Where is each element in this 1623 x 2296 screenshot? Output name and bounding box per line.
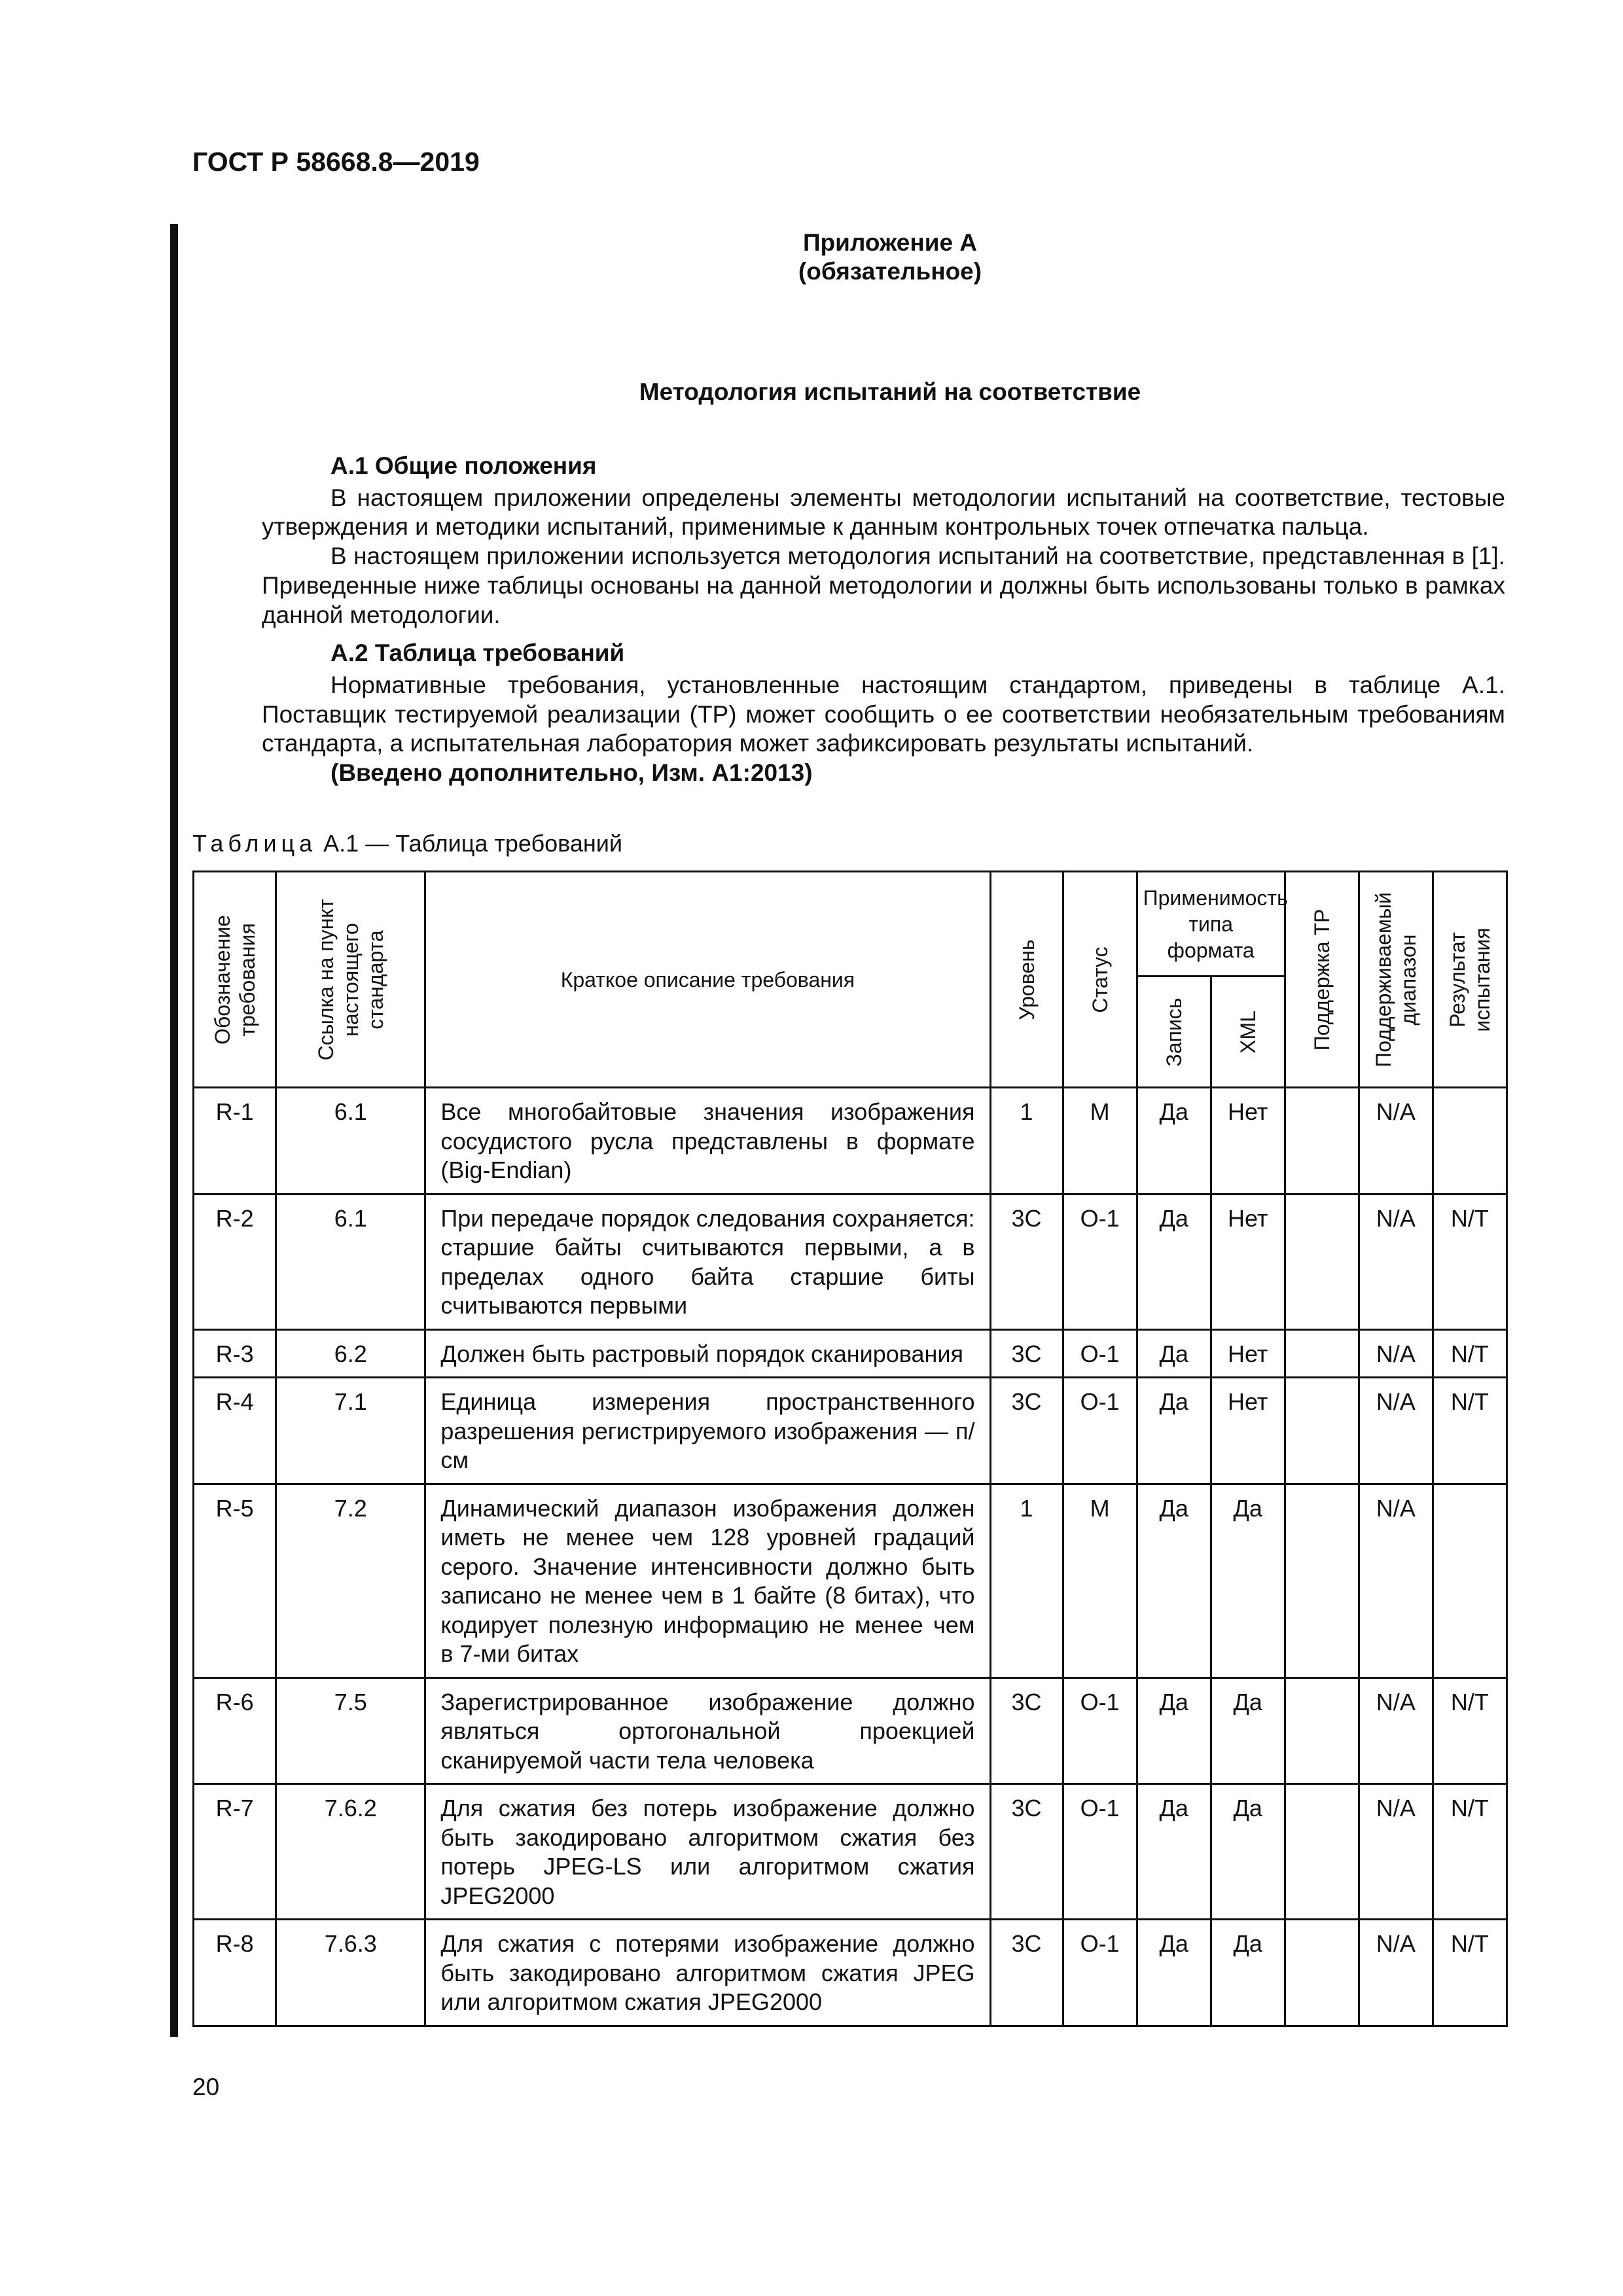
cell-status: М (1063, 1088, 1137, 1194)
cell-record: Да (1137, 1784, 1211, 1920)
cell-support (1285, 1329, 1359, 1378)
cell-record: Да (1137, 1329, 1211, 1378)
cell-id: R-1 (194, 1088, 276, 1194)
cell-ref: 7.6.3 (276, 1920, 425, 2026)
cell-desc: Единица измерения пространственного разрешения регистрируемого изображения — п/см (425, 1378, 990, 1484)
section-a2-title: А.2 Таблица требований (330, 639, 625, 667)
cell-xml: Нет (1211, 1378, 1285, 1484)
cell-range: N/A (1359, 1194, 1433, 1329)
cell-ref: 7.2 (276, 1484, 425, 1677)
cell-range: N/A (1359, 1378, 1433, 1484)
cell-range: N/A (1359, 1920, 1433, 2026)
header-description: Краткое описание требования (425, 872, 990, 1088)
cell-level: 1 (990, 1088, 1063, 1194)
cell-status: О-1 (1063, 1378, 1137, 1484)
table-caption-word: Таблица (192, 830, 317, 857)
cell-level: 3С (990, 1378, 1063, 1484)
cell-status: М (1063, 1484, 1137, 1677)
cell-support (1285, 1920, 1359, 2026)
cell-level: 3С (990, 1920, 1063, 2026)
section-a1-paragraph: В настоящем приложении определены элементы методологии испытаний на соответствие, тестовые утверждения и методики испытаний, применимые к данным контрольных точек отпечатка пальца. (262, 484, 1505, 541)
header-range: Поддерживаемый диапазон (1359, 872, 1433, 1088)
cell-status: О-1 (1063, 1677, 1137, 1784)
table-row (194, 1088, 1507, 1194)
cell-xml: Нет (1211, 1088, 1285, 1194)
cell-xml: Нет (1211, 1329, 1285, 1378)
sections-block (262, 452, 1505, 788)
header-support: Поддержка ТР (1285, 872, 1359, 1088)
header-designation: Обозначение требования (194, 872, 276, 1088)
cell-support (1285, 1194, 1359, 1329)
cell-record: Да (1137, 1378, 1211, 1484)
cell-level: 3С (990, 1194, 1063, 1329)
section-a1-title: А.1 Общие положения (330, 452, 597, 479)
cell-id: R-6 (194, 1677, 276, 1784)
cell-support (1285, 1484, 1359, 1677)
cell-desc: Динамический диапазон изображения должен иметь не менее чем 128 уровней градаций серого. Значение интенсивности должно быть записано не менее чем в 1 байте (8 битах), что кодирует полезную информацию не менее чем в 7-ми битах (425, 1484, 990, 1677)
cell-record: Да (1137, 1920, 1211, 2026)
cell-result: N/T (1433, 1378, 1507, 1484)
header-status: Статус (1063, 872, 1137, 1088)
cell-xml: Да (1211, 1677, 1285, 1784)
appendix-title: Приложение А (802, 229, 978, 256)
cell-record: Да (1137, 1194, 1211, 1329)
cell-record: Да (1137, 1677, 1211, 1784)
table-row (194, 1484, 1507, 1677)
cell-ref: 6.1 (276, 1194, 425, 1329)
cell-id: R-2 (194, 1194, 276, 1329)
cell-status: О-1 (1063, 1920, 1137, 2026)
table-row (194, 1378, 1507, 1484)
table-row (194, 1329, 1507, 1378)
appendix-status: (обязательное) (798, 258, 982, 285)
cell-result (1433, 1088, 1507, 1194)
cell-record: Да (1137, 1484, 1211, 1677)
cell-ref: 7.5 (276, 1677, 425, 1784)
cell-id: R-4 (194, 1378, 276, 1484)
cell-desc: Все многобайтовые значения изображения сосудистого русла представлены в формате (Big-Endian) (425, 1088, 990, 1194)
change-bar (170, 224, 178, 2037)
cell-support (1285, 1784, 1359, 1920)
cell-result: N/T (1433, 1677, 1507, 1784)
cell-desc: При передаче порядок следования сохраняется: старшие байты считываются первыми, а в пределах одного байта старшие биты считываются первыми (425, 1194, 990, 1329)
header-level: Уровень (990, 872, 1063, 1088)
cell-result: N/T (1433, 1784, 1507, 1920)
cell-result (1433, 1484, 1507, 1677)
cell-level: 1 (990, 1484, 1063, 1677)
document-code: ГОСТ Р 58668.8—2019 (192, 147, 480, 177)
cell-desc: Должен быть растровый порядок сканирования (425, 1329, 990, 1378)
cell-level: 3С (990, 1677, 1063, 1784)
table-row (194, 1194, 1507, 1329)
cell-status: О-1 (1063, 1329, 1137, 1378)
cell-level: 3С (990, 1329, 1063, 1378)
table-caption-text: А.1 — Таблица требований (317, 830, 622, 857)
cell-ref: 6.2 (276, 1329, 425, 1378)
cell-range: N/A (1359, 1784, 1433, 1920)
page-number: 20 (192, 2073, 220, 2100)
cell-range: N/A (1359, 1677, 1433, 1784)
cell-status: О-1 (1063, 1784, 1137, 1920)
cell-id: R-5 (194, 1484, 276, 1677)
table-row (194, 1920, 1507, 2026)
appendix-heading: Методология испытаний на соответствие (639, 378, 1141, 405)
cell-record: Да (1137, 1088, 1211, 1194)
cell-ref: 6.1 (276, 1088, 425, 1194)
cell-xml: Да (1211, 1784, 1285, 1920)
cell-xml: Нет (1211, 1194, 1285, 1329)
cell-support (1285, 1677, 1359, 1784)
header-record: Запись (1137, 977, 1211, 1088)
table-row (194, 1677, 1507, 1784)
cell-desc: Для сжатия без потерь изображение должно быть закодировано алгоритмом сжатия без потерь JPEG-LS или алгоритмом сжатия JPEG2000 (425, 1784, 990, 1920)
cell-result: N/T (1433, 1194, 1507, 1329)
cell-xml: Да (1211, 1484, 1285, 1677)
cell-status: О-1 (1063, 1194, 1137, 1329)
section-a2-paragraph: Нормативные требования, установленные настоящим стандартом, приведены в таблице А.1. Поставщик тестируемой реализации (ТР) может сообщить о ее соответствии необязательным требованиям стандарта, а испытательная лаборатория может зафиксировать результаты испытаний. (262, 671, 1505, 757)
cell-support (1285, 1088, 1359, 1194)
header-applicability: Применимость типа формата (1137, 872, 1285, 977)
header-result: Результат испытания (1433, 872, 1507, 1088)
requirements-table (192, 870, 1508, 2027)
cell-desc: Зарегистрированное изображение должно являться ортогональной проекцией сканируемой части тела человека (425, 1677, 990, 1784)
cell-id: R-7 (194, 1784, 276, 1920)
table-row (194, 1784, 1507, 1920)
cell-range: N/A (1359, 1329, 1433, 1378)
cell-support (1285, 1378, 1359, 1484)
cell-level: 3С (990, 1784, 1063, 1920)
cell-result: N/T (1433, 1920, 1507, 2026)
cell-xml: Да (1211, 1920, 1285, 2026)
header-xml: XML (1211, 977, 1285, 1088)
amendment-note: (Введено дополнительно, Изм. А1:2013) (330, 759, 813, 787)
table-caption (192, 830, 622, 857)
header-reference: Ссылка на пункт настоящего стандарта (276, 872, 425, 1088)
cell-ref: 7.6.2 (276, 1784, 425, 1920)
cell-ref: 7.1 (276, 1378, 425, 1484)
cell-desc: Для сжатия с потерями изображение должно быть закодировано алгоритмом сжатия JPEG или алгоритмом сжатия JPEG2000 (425, 1920, 990, 2026)
cell-range: N/A (1359, 1484, 1433, 1677)
cell-id: R-8 (194, 1920, 276, 2026)
section-a1-paragraph: В настоящем приложении используется методология испытаний на соответствие, представленная в [1]. Приведенные ниже таблицы основаны на данной методологии и должны быть использованы только в рамках данной методологии. (262, 543, 1505, 628)
cell-range: N/A (1359, 1088, 1433, 1194)
cell-result: N/T (1433, 1329, 1507, 1378)
cell-id: R-3 (194, 1329, 276, 1378)
